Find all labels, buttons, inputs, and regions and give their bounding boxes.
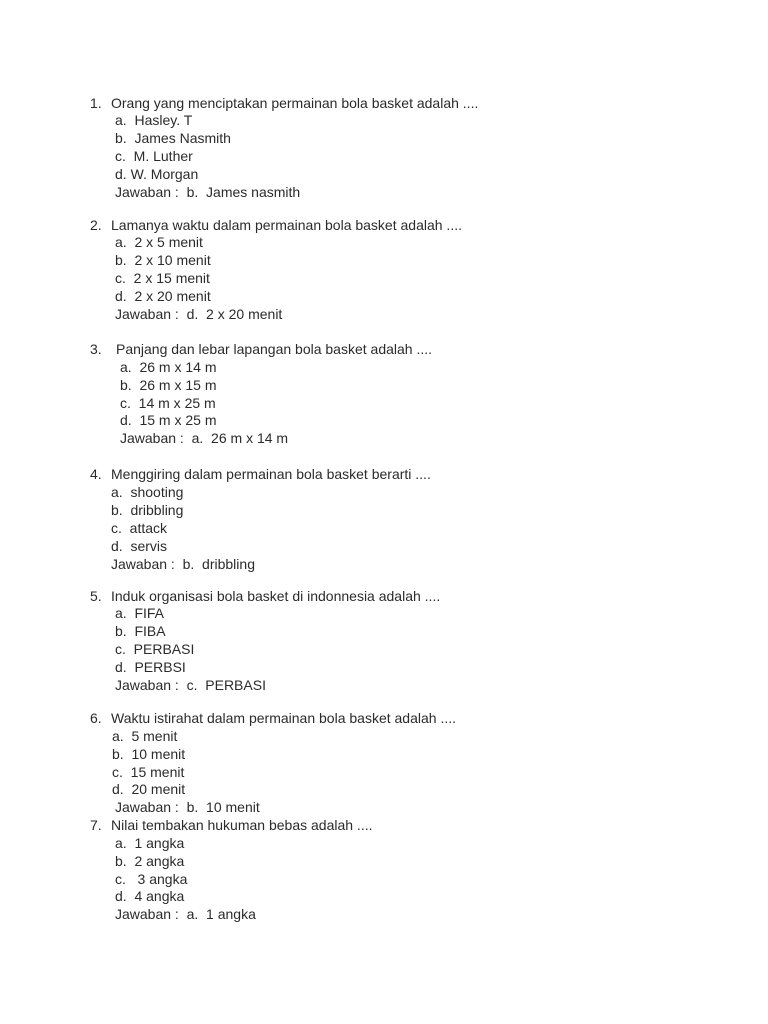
answer: Jawaban : b. James nasmith xyxy=(115,184,301,200)
question-number: 6. xyxy=(90,710,102,726)
option-c: c. M. Luther xyxy=(115,148,193,164)
option-a: a. FIFA xyxy=(115,605,165,621)
option-b: b. 26 m x 15 m xyxy=(120,377,217,393)
option-c: c. attack xyxy=(111,520,168,536)
question-number: 7. xyxy=(90,817,102,833)
question-text: Waktu istirahat dalam permainan bola basket adalah .... xyxy=(111,710,457,726)
answer: Jawaban : c. PERBASI xyxy=(115,677,266,693)
option-a: a. 2 x 5 menit xyxy=(115,234,203,250)
option-c: c. PERBASI xyxy=(115,641,195,657)
answer: Jawaban : b. 10 menit xyxy=(115,799,260,815)
option-d: d. 2 x 20 menit xyxy=(115,288,211,304)
option-a: a. shooting xyxy=(111,484,184,500)
option-c: c. 14 m x 25 m xyxy=(120,395,216,411)
option-b: b. FIBA xyxy=(115,623,166,639)
option-a: a. 1 angka xyxy=(115,835,185,851)
answer: Jawaban : d. 2 x 20 menit xyxy=(115,306,283,322)
option-d: d. W. Morgan xyxy=(115,166,199,182)
question-text: Induk organisasi bola basket di indonnesia adalah .... xyxy=(111,588,441,604)
option-d: d. servis xyxy=(111,538,168,554)
question-number: 1. xyxy=(90,95,102,111)
option-c: c. 3 angka xyxy=(115,871,188,887)
option-b: b. 2 x 10 menit xyxy=(115,252,211,268)
option-d: d. 20 menit xyxy=(112,781,186,797)
option-d: d. PERBSI xyxy=(115,659,186,675)
option-a: a. Hasley. T xyxy=(115,112,193,128)
question-text: Orang yang menciptakan permainan bola basket adalah .... xyxy=(111,95,479,111)
question-number: 5. xyxy=(90,588,102,604)
question-number: 3. xyxy=(90,341,102,357)
option-d: d. 15 m x 25 m xyxy=(120,412,217,428)
answer: Jawaban : a. 26 m x 14 m xyxy=(120,430,289,446)
option-d: d. 4 angka xyxy=(115,888,185,904)
option-b: b. 2 angka xyxy=(115,853,185,869)
question-text: Panjang dan lebar lapangan bola basket adalah .... xyxy=(116,341,433,357)
question-text: Nilai tembakan hukuman bebas adalah .... xyxy=(111,817,373,833)
question-number: 2. xyxy=(90,217,102,233)
option-a: a. 26 m x 14 m xyxy=(120,359,217,375)
answer: Jawaban : a. 1 angka xyxy=(115,906,256,922)
option-b: b. dribbling xyxy=(111,502,184,518)
option-b: b. James Nasmith xyxy=(115,130,231,146)
option-a: a. 5 menit xyxy=(112,728,178,744)
question-number: 4. xyxy=(90,466,102,482)
option-c: c. 2 x 15 menit xyxy=(115,270,210,286)
option-c: c. 15 menit xyxy=(112,764,185,780)
question-text: Menggiring dalam permainan bola basket berarti .... xyxy=(111,466,431,482)
option-b: b. 10 menit xyxy=(112,746,186,762)
answer: Jawaban : b. dribbling xyxy=(111,556,255,572)
question-text: Lamanya waktu dalam permainan bola basket adalah .... xyxy=(111,217,462,233)
